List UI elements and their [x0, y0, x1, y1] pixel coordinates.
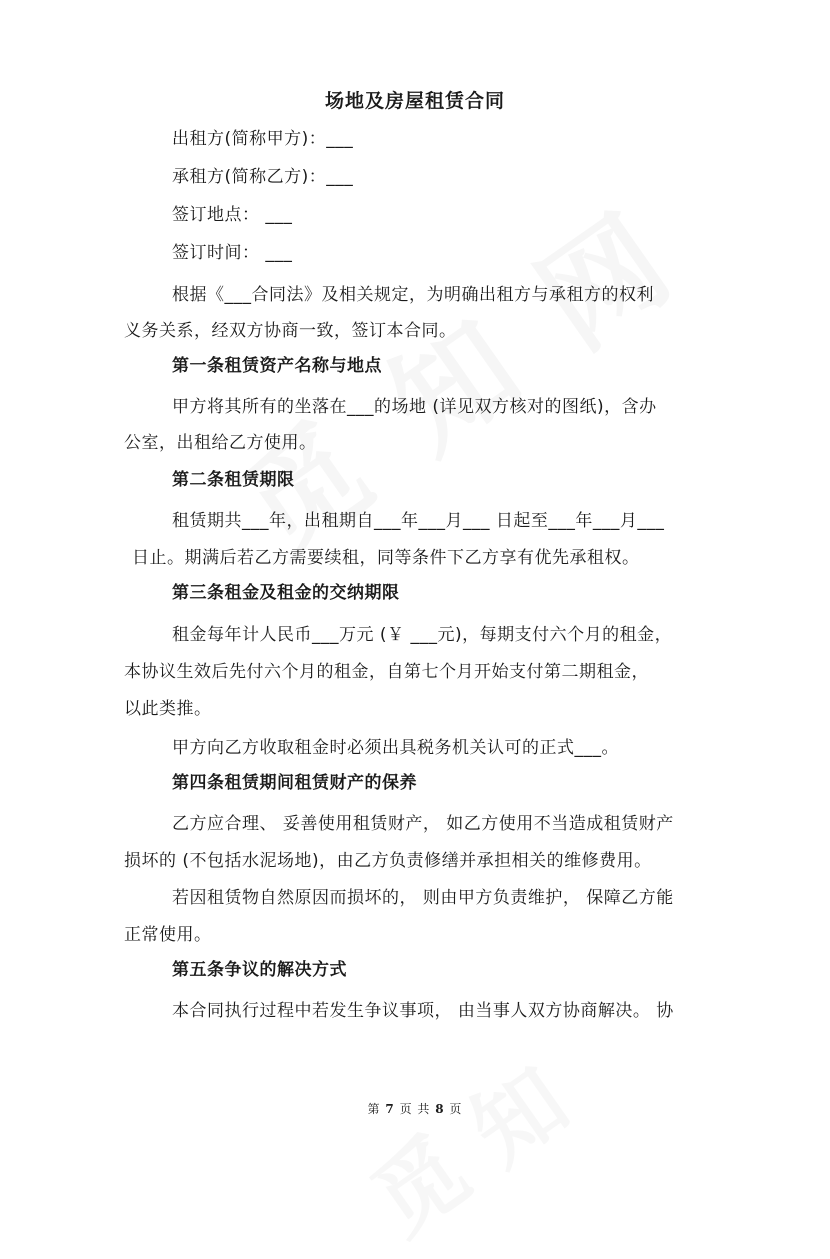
- article2-line-1: 租赁期共___年，出租期自___年___月___ 日起至___年___月___: [172, 511, 665, 531]
- article3-line-3: 以此类推。: [124, 699, 212, 719]
- document-title: 场地及房屋租赁合同: [324, 90, 505, 112]
- page-footer: [0, 1100, 830, 1117]
- article3-heading: 第三条租金及租金的交纳期限: [172, 583, 400, 603]
- footer-total-pages: 8: [435, 1102, 445, 1116]
- article4-line-2: 损坏的 (不包括水泥场地)，由乙方负责修缮并承担相关的维修费用。: [124, 851, 652, 871]
- footer-current-page: 7: [385, 1102, 395, 1116]
- article3-line-2: 本协议生效后先付六个月的租金，自第七个月开始支付第二期租金，: [124, 662, 649, 682]
- article4-line-1: 乙方应合理、 妥善使用租赁财产， 如乙方使用不当造成租赁财产: [172, 814, 674, 834]
- sign-place-line: 签订地点： ___: [172, 205, 293, 225]
- article3-line-1: 租金每年计人民币___万元 (￥ ___元)，每期支付六个月的租金，: [172, 625, 673, 645]
- article1-heading: 第一条租赁资产名称与地点: [172, 356, 382, 376]
- lessee-line: 承租方(简称乙方)：___: [172, 167, 354, 187]
- article3-line-4: 甲方向乙方收取租金时必须出具税务机关认可的正式___。: [172, 738, 619, 758]
- watermark-bottom: [342, 1031, 590, 1259]
- footer-prefix: 第: [367, 1102, 381, 1116]
- footer-middle: 页 共: [399, 1102, 431, 1116]
- footer-suffix: 页: [449, 1102, 463, 1116]
- article4-line-3: 若因租赁物自然原因而损坏的， 则由甲方负责维护， 保障乙方能: [172, 888, 674, 908]
- article5-line-1: 本合同执行过程中若发生争议事项， 由当事人双方协商解决。 协: [172, 1001, 674, 1021]
- article1-line-1: 甲方将其所有的坐落在___的场地 (详见双方核对的图纸)，含办: [172, 397, 657, 417]
- preamble-line-2: 义务关系，经双方协商一致，签订本合同。: [124, 321, 457, 341]
- sign-time-line: 签订时间： ___: [172, 243, 293, 263]
- article1-line-2: 公室，出租给乙方使用。: [124, 433, 317, 453]
- article4-heading: 第四条租赁期间租赁财产的保养: [172, 773, 417, 793]
- article5-heading: 第五条争议的解决方式: [172, 960, 347, 980]
- article4-line-4: 正常使用。: [124, 925, 212, 945]
- preamble-line-1: 根据《___合同法》及相关规定，为明确出租方与承租方的权利: [172, 285, 654, 305]
- article2-line-2: 日止。期满后若乙方需要续租，同等条件下乙方享有优先承租权。: [132, 548, 640, 568]
- lessor-line: 出租方(简称甲方)：___: [172, 129, 354, 149]
- article2-heading: 第二条租赁期限: [172, 470, 295, 490]
